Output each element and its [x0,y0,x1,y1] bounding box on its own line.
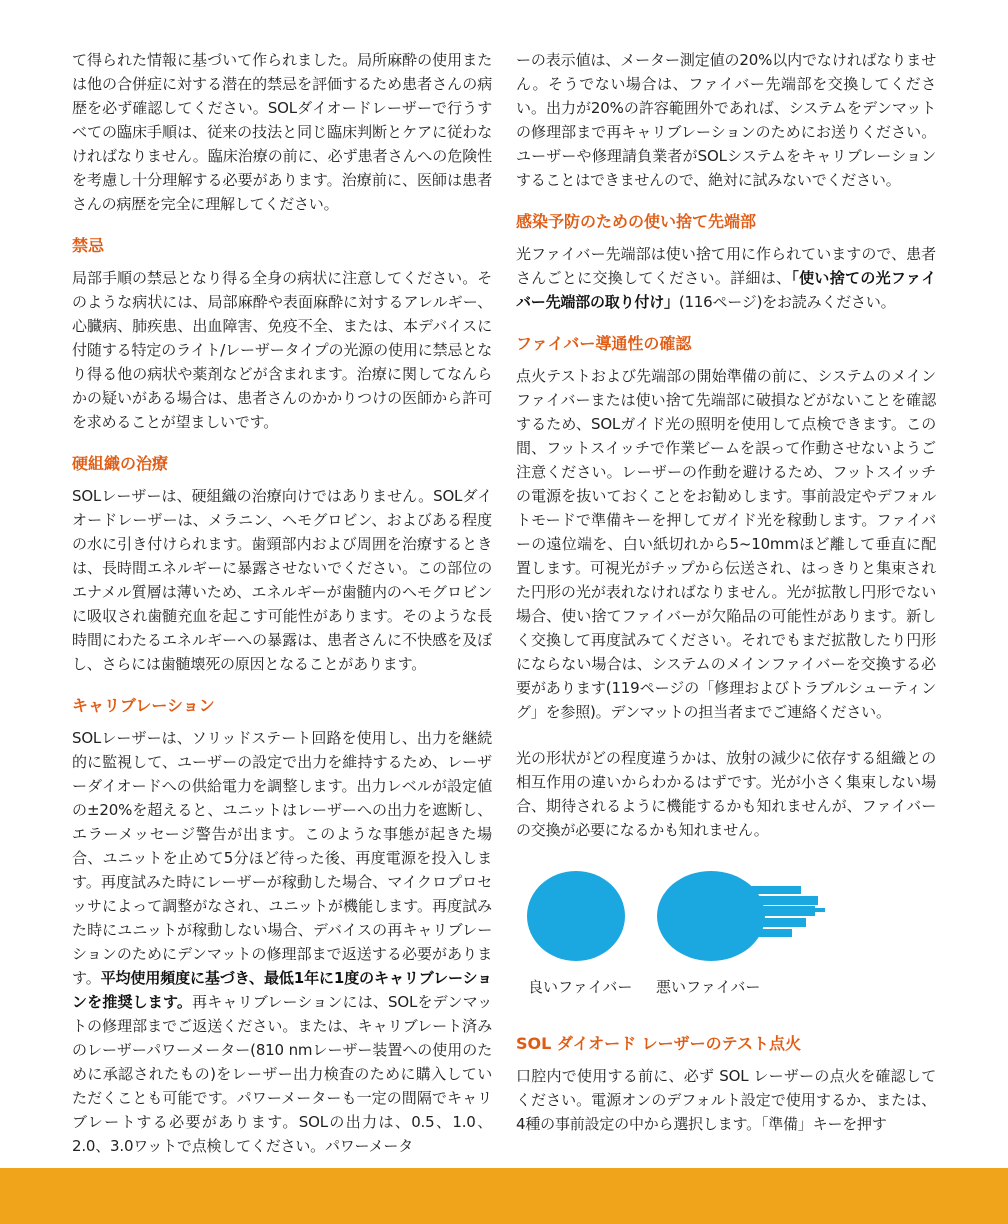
tips-text-2: (116ページ)をお読みください。 [678,293,896,311]
light-shape-body: 光の形状がどの程度違うかは、放射の減少に依存する組織との相互作用の違いからわかるはずです。光が小さく集束しない場合、期待されるように機能するかも知れませんが、ファイバーの交換が必要になるかも知れません。 [516,749,936,839]
disposable-tips-heading: 感染予防のための使い捨て先端部 [516,212,757,231]
contraindications-heading: 禁忌 [72,236,105,255]
footer-band [0,1168,1008,1224]
calibration-heading: キャリブレーション [72,696,215,715]
good-fiber-label: 良いファイバー [528,978,633,996]
calibration-text-1: SOLレーザーは、ソリッドステート回路を使用し、出力を継続的に監視して、ユーザーの設定で出力を維持するため、レーザーダイオードへの供給電力を調整します。出力レベルが設定値の±20%を超えると、ユニットはレーザーへの出力を遮断し、エラーメッセージ警告が出ます。このような事態が起きた場合、ユニットを止めて5分ほど待った後、再度電源を投入します。再度試みた時にレーザーが稼動した場合、マイクロプロセッサによって調整がなされ、ユニットが機能します。再度試みた時にユニットが稼動しない場合、デバイスの再キャリブレーションのためにデンマットの修理部まで返送する必要があります。 [72,729,492,987]
test-fire-body: 口腔内で使用する前に、必ず SOL レーザーの点火を確認してください。電源オンのデフォルト設定で使用するか、または、4種の事前設定の中から選択します。「準備」キーを押す [516,1067,936,1133]
hard-tissue-heading: 硬組織の治療 [72,454,169,473]
intro-paragraph: て得られた情報に基づいて作られました。局所麻酔の使用または他の合併症に対する潜在的禁忌を評価するため患者さんの病歴を必ず確認してください。SOLダイオードレーザーで行うすべての臨床手順は、従来の技法と同じ臨床判断とケアに従わなければなりません。臨床治療の前に、必ず患者さんへの危険性を考慮し十分理解する必要があります。治療前に、医師は患者さんの病歴を完全に理解してください。 [72,51,492,213]
tips-text-1: 光ファイバー先端部は使い捨て用に作られていますので、患者さんごとに交換してください。詳細は、 [516,245,936,287]
left-column [72,48,492,1158]
hard-tissue-body: SOLレーザーは、硬組織の治療向けではありません。SOLダイオードレーザーは、メラニン、ヘモグロビン、およびある程度の水に引き付けられます。歯頸部内および周囲を治療するときは、長時間エネルギーに暴露させないでください。この部位のエナメル質層は薄いため、エネルギーが歯髄内のヘモグロビンに吸収され歯髄充血を起こす可能性があります。そのような長時間にわたるエネルギーへの暴露は、患者さんに不快感を及ぼし、さらには歯髄壊死の原因となることがあります。 [72,487,492,673]
bad-fiber-spot [657,871,825,961]
fiber-shapes [526,860,826,970]
contraindications-body: 局部手順の禁忌となり得る全身の病状に注意してください。そのような病状には、局部麻酔や表面麻酔に対するアレルギー、心臓病、肺疾患、出血障害、免疫不全、または、本デバイスに付随する特定のライト/レーザータイプの光源の使用に禁忌となり得る他の病状や薬剤などが含まれます。治療に関してなんらかの疑いがある場合は、患者さんのかかりつけの医師から許可を求めることが望ましいです。 [72,269,492,431]
calibration-text-2: 再キャリブレーションには、SOLをデンマットの修理部までご返送ください。または、キャリブレート済みのレーザーパワーメーター(810 nmレーザー装置への使用のために承認されたもの)をレーザー出力検査のために購入していただくことも可能です。パワーメーターも一定の間隔でキャリブレートする必要があります。SOLの出力は、0.5、1.0、2.0、3.0ワットで点検してください。パワーメータ [72,993,493,1155]
tips-reference: 「使い捨ての光ファイバー先端部の取り付け」 [516,269,937,311]
disposable-tips-body [516,242,936,314]
fiber-comparison-figure [516,860,936,1010]
calibration-body [72,726,492,1158]
good-fiber-spot [527,871,625,961]
calibration-continued: ーの表示値は、メーター測定値の20%以内でなければなりません。そうでない場合は、ファイバー先端部を交換してください。出力が20%の許容範囲外であれば、システムをデンマットの修理部まで再キャリブレーションのためにお送りください。ユーザーや修理請負業者がSOLシステムをキャリブレーションすることはできませんので、絶対に試みないでください。 [516,51,936,189]
fiber-continuity-body: 点火テストおよび先端部の開始準備の前に、システムのメインファイバーまたは使い捨て先端部に破損などがないことを確認するため、SOLガイド光の照明を使用して点検できます。この間、フットスイッチで作業ビームを誤って作動させないようご注意ください。レーザーの作動を避けるため、フットスイッチの電源を抜いておくことをお勧めします。事前設定やデフォルトモードで準備キーを押してガイド光を稼動します。ファイバーの遠位端を、白い紙切れから5~10mmほど離して垂直に配置します。可視光がチップから伝送され、はっきりと集束された円形の光が表れなければなりません。光が拡散し円形でない場合、使い捨てファイバーが欠陥品の可能性があります。新しく交換して再度試みてください。それでもまだ拡散したり円形にならない場合は、システムのメインファイバーを交換する必要があります(119ページの「修理およびトラブルシューティング」を参照)。デンマットの担当者までご連絡ください。 [516,367,936,721]
test-fire-heading: SOL ダイオード レーザーのテスト点火 [516,1034,802,1053]
right-column [516,48,936,1136]
bad-fiber-label: 悪いファイバー [656,978,761,996]
calibration-recommendation: 平均使用頻度に基づき、最低1年に1度のキャリブレーションを推奨します。 [72,969,492,1011]
fiber-continuity-heading: ファイバー導通性の確認 [516,334,692,353]
